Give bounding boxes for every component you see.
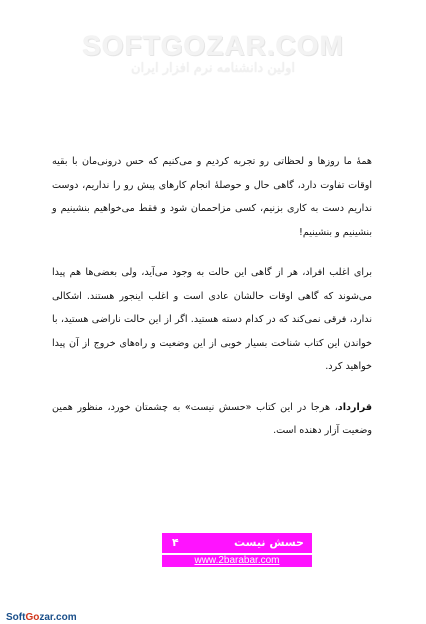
agreement-text: ، هرجا در این کتاب «حسش نیست» به چشمتان خورد، منظور همین وضعیت آزار دهنده است.: [52, 401, 372, 436]
page-body: [52, 150, 372, 460]
agreement-lead: قرارداد: [337, 401, 372, 413]
website-link[interactable]: www.2barabar.com: [162, 555, 312, 567]
bottom-softgozar-logo: [6, 612, 77, 624]
watermark-logo-text: SOFTGOZAR.COM: [82, 30, 344, 61]
footer-book-title: حسش نیست: [234, 536, 304, 549]
page-number: ۴: [172, 536, 179, 549]
footer-band: [162, 533, 312, 553]
watermark-subtitle: اولین دانشنامه نرم افزار ایران: [131, 61, 295, 76]
softgozar-watermark: [0, 32, 426, 78]
bottom-watermark-bar: [0, 612, 426, 624]
bottom-logo-accent: Go: [25, 612, 40, 623]
paragraph-explanation: برای اغلب افراد، هر از گاهی این حالت به وجود می‌آید، ولی بعضی‌ها هم پیدا می‌شوند که گاهی اوقات حالشان عادی است و اغلب اینجور هستند. اشکالی ندارد، فرقی نمی‌کند که در کدام دسته هستید. اگر از این حالت ناراضی هستید، با خواندن این کتاب شناخت بسیار خوبی از این وضعیت و راه‌های خروج از آن پیدا خواهید کرد.: [52, 267, 372, 372]
bottom-logo-soft: Soft: [6, 612, 26, 623]
paragraph-agreement: [52, 396, 372, 443]
paragraph-intro: همهٔ ما روزها و لحظاتی رو تجربه کردیم و می‌کنیم که حس درونی‌مان با بقیه اوقات تفاوت دارد، گاهی حال و حوصلهٔ انجام کارهای پیش رو را نداریم، دوست نداریم دست به کاری بزنیم، کسی مزاحممان شود و فقط می‌خواهیم بنشینیم و بنشینیم و بنشینیم!: [52, 156, 372, 238]
bottom-logo-rest: zar.com: [39, 612, 77, 623]
